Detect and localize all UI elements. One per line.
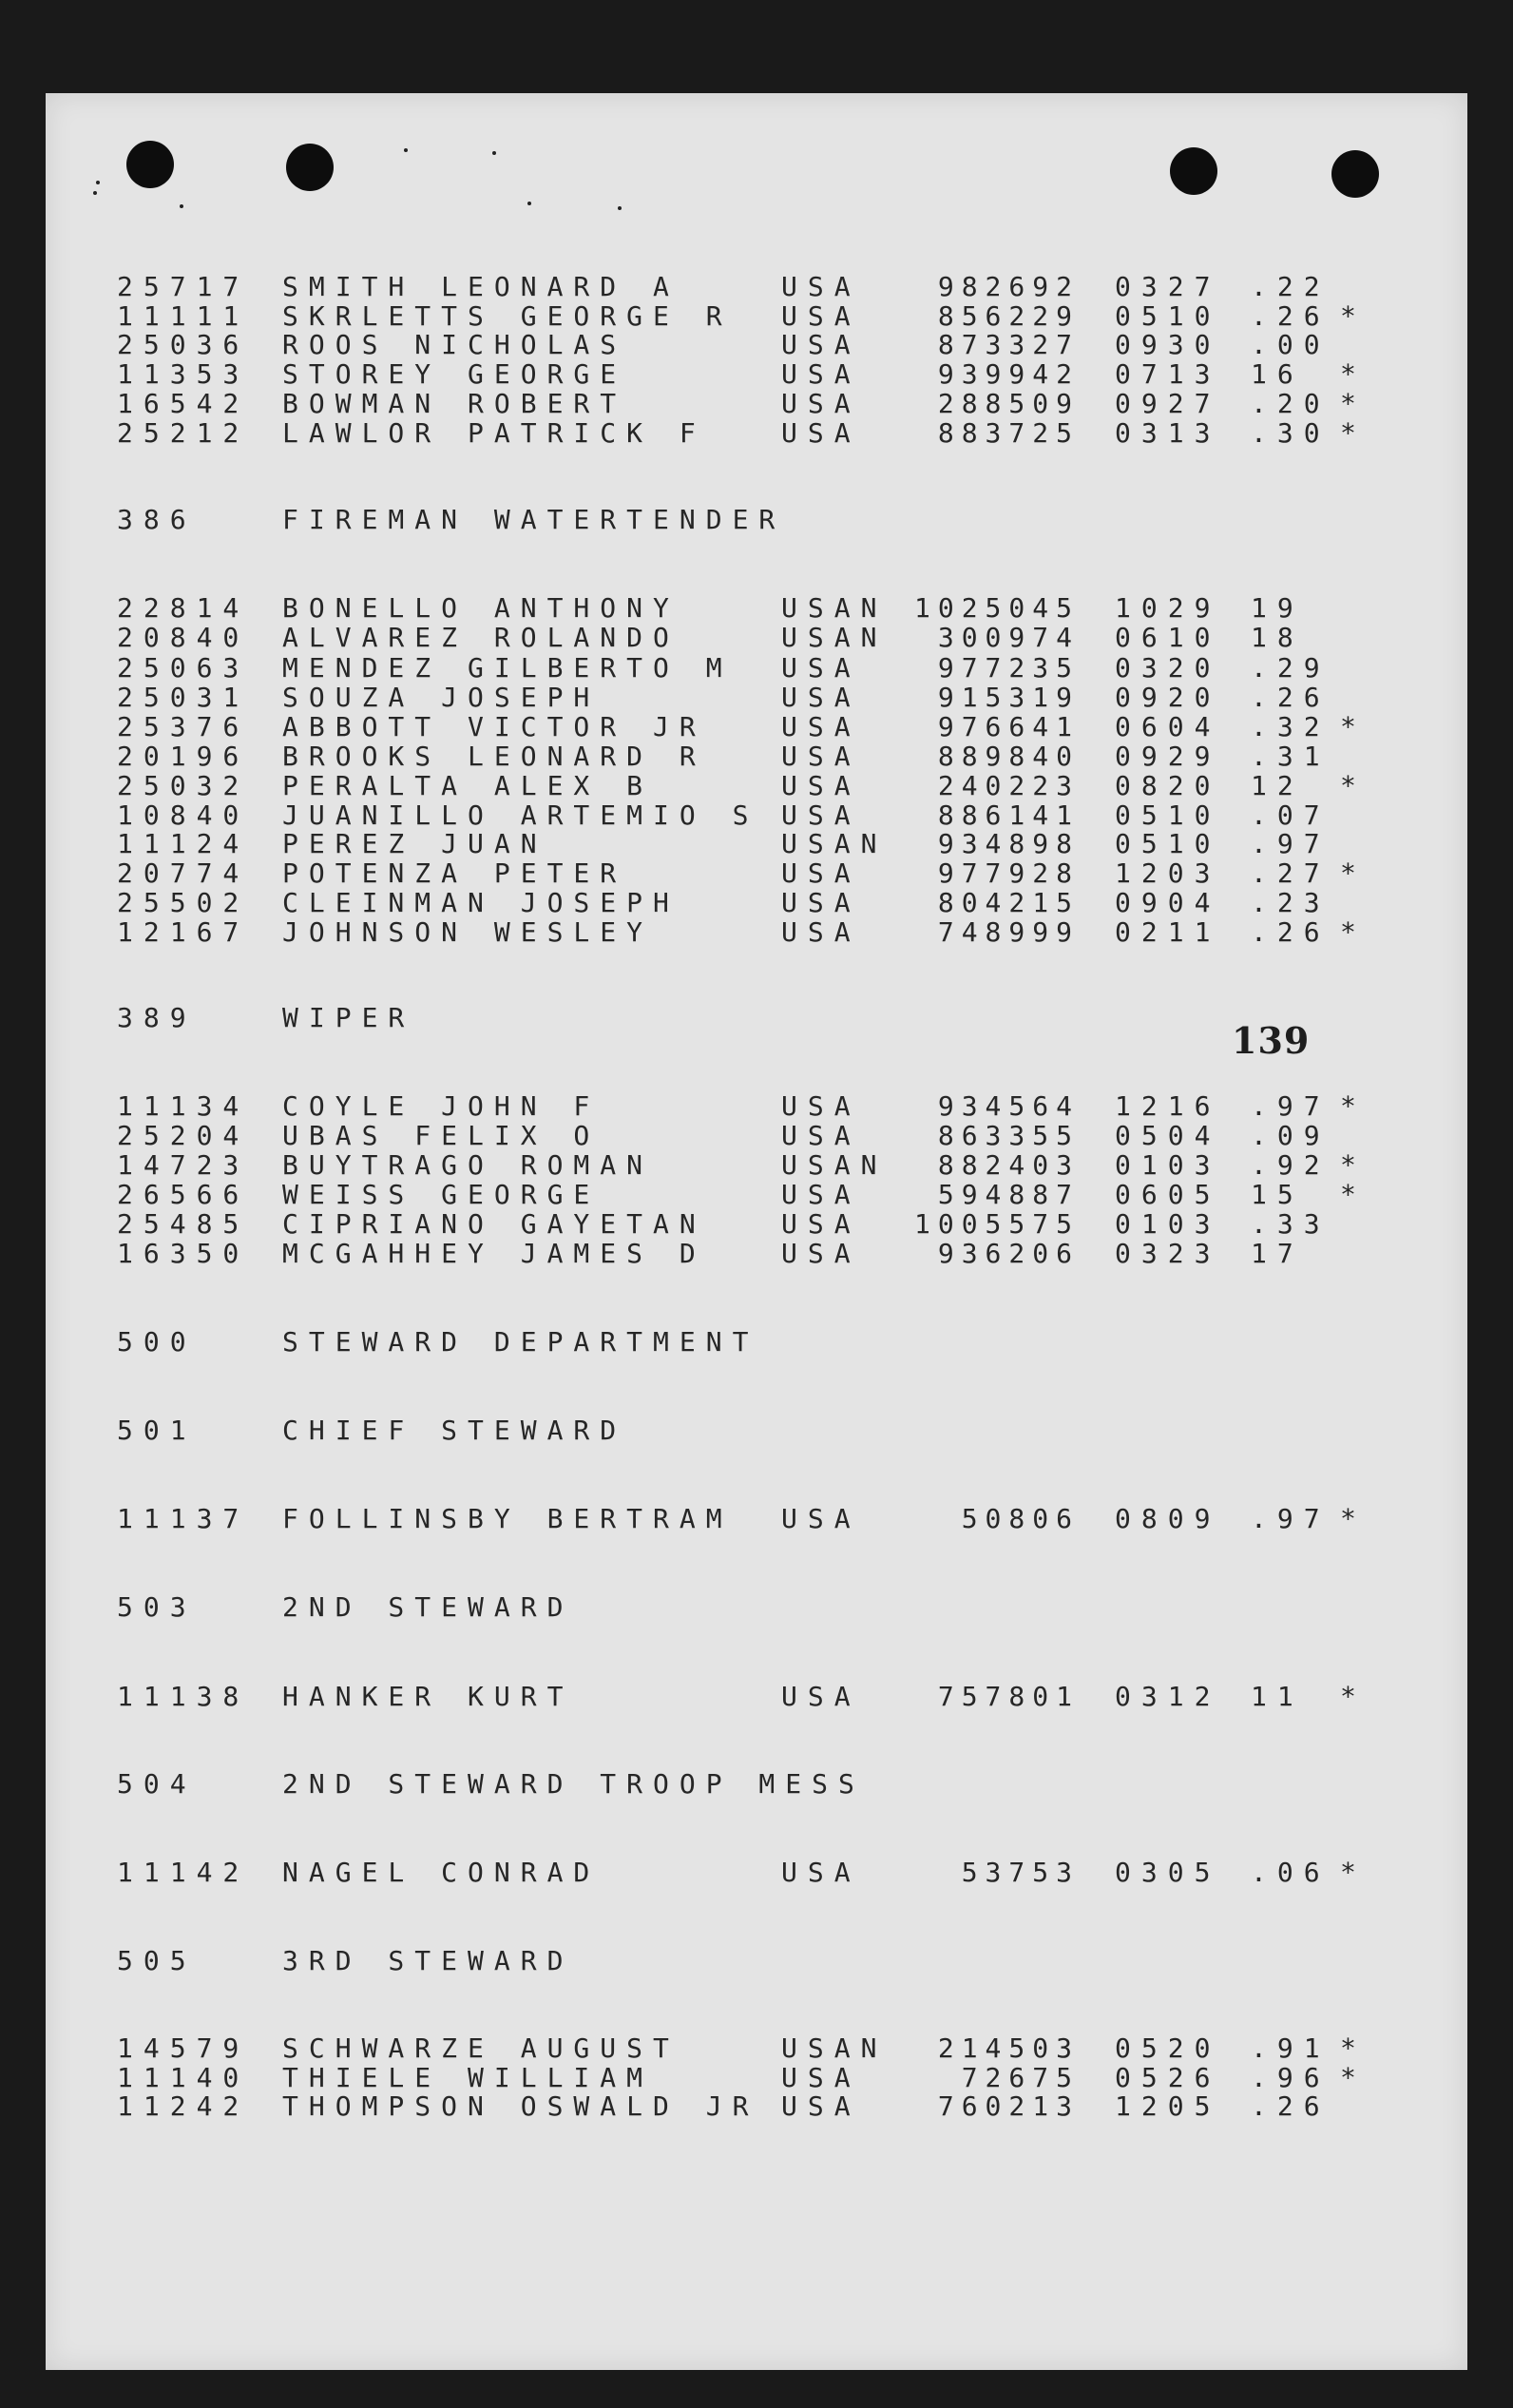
crew-code: 0604 bbox=[1115, 711, 1221, 742]
paper-speck bbox=[527, 202, 531, 205]
punch-hole bbox=[286, 144, 334, 191]
crew-id: 25032 bbox=[117, 770, 250, 801]
crew-nationality: USA bbox=[781, 770, 861, 801]
crew-name: HANKER KURT bbox=[282, 1681, 574, 1712]
crew-flag: * bbox=[1340, 417, 1367, 449]
crew-value: .29 bbox=[1251, 652, 1331, 684]
crew-number: 594887 bbox=[937, 1179, 1080, 1210]
crew-value: .07 bbox=[1251, 799, 1331, 831]
crew-value: 18 bbox=[1251, 622, 1304, 653]
crew-row bbox=[0, 300, 1513, 332]
crew-row bbox=[0, 682, 1513, 713]
crew-nationality: USA bbox=[781, 329, 861, 360]
crew-id: 11111 bbox=[117, 300, 250, 332]
crew-value: .09 bbox=[1251, 1120, 1331, 1151]
crew-row bbox=[0, 2032, 1513, 2064]
crew-id: 25485 bbox=[117, 1208, 250, 1240]
crew-id: 16542 bbox=[117, 388, 250, 419]
crew-id: 25036 bbox=[117, 329, 250, 360]
crew-code: 0610 bbox=[1115, 622, 1221, 653]
crew-name: COYLE JOHN F bbox=[282, 1090, 601, 1122]
crew-nationality: USA bbox=[781, 887, 861, 918]
crew-nationality: USA bbox=[781, 799, 861, 831]
crew-code: 0211 bbox=[1115, 916, 1221, 948]
crew-name: NAGEL CONRAD bbox=[282, 1857, 601, 1888]
crew-nationality: USA bbox=[781, 857, 861, 889]
crew-name: FOLLINSBY BERTRAM bbox=[282, 1503, 733, 1534]
section-header bbox=[0, 1945, 1513, 1974]
crew-id: 11137 bbox=[117, 1503, 250, 1534]
section-code: 505 bbox=[117, 1945, 197, 1976]
crew-row bbox=[0, 711, 1513, 740]
section-code: 500 bbox=[117, 1326, 197, 1358]
crew-nationality: USA bbox=[781, 1681, 861, 1712]
crew-code: 0103 bbox=[1115, 1208, 1221, 1240]
crew-number: 300974 bbox=[937, 622, 1080, 653]
crew-value: .92 bbox=[1251, 1149, 1331, 1181]
crew-id: 10840 bbox=[117, 799, 250, 831]
crew-id: 20774 bbox=[117, 857, 250, 889]
crew-value: .97 bbox=[1251, 828, 1331, 859]
crew-value: .26 bbox=[1251, 682, 1331, 713]
crew-nationality: USAN bbox=[781, 1149, 888, 1181]
crew-code: 0820 bbox=[1115, 770, 1221, 801]
crew-flag: * bbox=[1340, 2062, 1367, 2093]
crew-id: 11134 bbox=[117, 1090, 250, 1122]
crew-code: 0510 bbox=[1115, 300, 1221, 332]
crew-nationality: USA bbox=[781, 1090, 861, 1122]
crew-nationality: USA bbox=[781, 388, 861, 419]
crew-number: 804215 bbox=[937, 887, 1080, 918]
crew-id: 11138 bbox=[117, 1681, 250, 1712]
crew-nationality: USA bbox=[781, 1857, 861, 1888]
crew-name: STOREY GEORGE bbox=[282, 358, 627, 390]
crew-id: 11124 bbox=[117, 828, 250, 859]
crew-row bbox=[0, 592, 1513, 624]
crew-number: 889840 bbox=[937, 741, 1080, 772]
crew-value: 17 bbox=[1251, 1238, 1304, 1269]
crew-nationality: USA bbox=[781, 300, 861, 332]
crew-row bbox=[0, 1090, 1513, 1122]
crew-name: BOWMAN ROBERT bbox=[282, 388, 627, 419]
section-title: 2ND STEWARD bbox=[282, 1591, 574, 1623]
crew-number: 240223 bbox=[937, 770, 1080, 801]
crew-name: MENDEZ GILBERTO M bbox=[282, 652, 733, 684]
crew-row bbox=[0, 916, 1513, 948]
punch-hole bbox=[1331, 150, 1379, 198]
crew-value: .20 bbox=[1251, 388, 1331, 419]
crew-number: 50806 bbox=[961, 1503, 1080, 1534]
crew-value: .00 bbox=[1251, 329, 1331, 360]
crew-number: 757801 bbox=[937, 1681, 1080, 1712]
crew-row bbox=[0, 828, 1513, 857]
crew-value: .32 bbox=[1251, 711, 1331, 742]
crew-id: 26566 bbox=[117, 1179, 250, 1210]
crew-nationality: USA bbox=[781, 916, 861, 948]
crew-number: 882403 bbox=[937, 1149, 1080, 1181]
crew-name: THOMPSON OSWALD JR bbox=[282, 2090, 759, 2122]
crew-nationality: USA bbox=[781, 652, 861, 684]
crew-number: 886141 bbox=[937, 799, 1080, 831]
crew-number: 915319 bbox=[937, 682, 1080, 713]
crew-code: 0526 bbox=[1115, 2062, 1221, 2093]
crew-number: 939942 bbox=[937, 358, 1080, 390]
crew-code: 1203 bbox=[1115, 857, 1221, 889]
crew-nationality: USA bbox=[781, 358, 861, 390]
crew-code: 0930 bbox=[1115, 329, 1221, 360]
crew-id: 22814 bbox=[117, 592, 250, 624]
section-title: CHIEF STEWARD bbox=[282, 1415, 627, 1446]
crew-number: 934564 bbox=[937, 1090, 1080, 1122]
crew-flag: * bbox=[1340, 358, 1367, 390]
crew-row bbox=[0, 2062, 1513, 2093]
section-code: 501 bbox=[117, 1415, 197, 1446]
paper-speck bbox=[180, 204, 183, 208]
crew-row bbox=[0, 358, 1513, 390]
crew-code: 0713 bbox=[1115, 358, 1221, 390]
crew-value: 11 bbox=[1251, 1681, 1304, 1712]
crew-name: CLEINMAN JOSEPH bbox=[282, 887, 680, 918]
paper-speck bbox=[618, 206, 622, 210]
crew-name: BUYTRAGO ROMAN bbox=[282, 1149, 654, 1181]
crew-number: 934898 bbox=[937, 828, 1080, 859]
section-code: 389 bbox=[117, 1002, 197, 1033]
crew-number: 1025045 bbox=[913, 592, 1080, 624]
crew-code: 1216 bbox=[1115, 1090, 1221, 1122]
crew-flag: * bbox=[1340, 916, 1367, 948]
crew-value: .26 bbox=[1251, 300, 1331, 332]
crew-value: .26 bbox=[1251, 2090, 1331, 2122]
crew-number: 976641 bbox=[937, 711, 1080, 742]
crew-id: 14723 bbox=[117, 1149, 250, 1181]
crew-row bbox=[0, 1120, 1513, 1151]
crew-row bbox=[0, 388, 1513, 419]
section-title: 2ND STEWARD TROOP MESS bbox=[282, 1768, 865, 1800]
crew-id: 25212 bbox=[117, 417, 250, 449]
crew-code: 0327 bbox=[1115, 271, 1221, 302]
crew-row bbox=[0, 329, 1513, 360]
crew-value: .96 bbox=[1251, 2062, 1331, 2093]
crew-nationality: USAN bbox=[781, 828, 888, 859]
crew-name: THIELE WILLIAM bbox=[282, 2062, 654, 2093]
crew-flag: * bbox=[1340, 1857, 1367, 1888]
crew-value: .97 bbox=[1251, 1090, 1331, 1122]
crew-value: 12 bbox=[1251, 770, 1304, 801]
section-header bbox=[0, 1591, 1513, 1623]
crew-name: JOHNSON WESLEY bbox=[282, 916, 654, 948]
crew-nationality: USA bbox=[781, 417, 861, 449]
crew-nationality: USA bbox=[781, 1179, 861, 1210]
page-number: 139 bbox=[1232, 1019, 1311, 1062]
crew-nationality: USA bbox=[781, 741, 861, 772]
crew-id: 25063 bbox=[117, 652, 250, 684]
crew-id: 11142 bbox=[117, 1857, 250, 1888]
crew-id: 25204 bbox=[117, 1120, 250, 1151]
section-code: 504 bbox=[117, 1768, 197, 1800]
paper-speck bbox=[96, 181, 100, 184]
crew-nationality: USA bbox=[781, 1120, 861, 1151]
crew-code: 0809 bbox=[1115, 1503, 1221, 1534]
section-title: STEWARD DEPARTMENT bbox=[282, 1326, 759, 1358]
crew-value: .26 bbox=[1251, 916, 1331, 948]
crew-number: 883725 bbox=[937, 417, 1080, 449]
section-header bbox=[0, 504, 1513, 535]
crew-nationality: USA bbox=[781, 682, 861, 713]
crew-id: 16350 bbox=[117, 1238, 250, 1269]
crew-name: SMITH LEONARD A bbox=[282, 271, 680, 302]
crew-row bbox=[0, 2090, 1513, 2122]
section-title: WIPER bbox=[282, 1002, 415, 1033]
section-title: FIREMAN WATERTENDER bbox=[282, 504, 786, 535]
crew-value: .97 bbox=[1251, 1503, 1331, 1534]
crew-value: .31 bbox=[1251, 741, 1331, 772]
crew-id: 20840 bbox=[117, 622, 250, 653]
crew-row bbox=[0, 770, 1513, 799]
crew-nationality: USA bbox=[781, 1238, 861, 1269]
crew-nationality: USAN bbox=[781, 622, 888, 653]
crew-number: 288509 bbox=[937, 388, 1080, 419]
crew-row bbox=[0, 857, 1513, 889]
crew-number: 214503 bbox=[937, 2032, 1080, 2064]
crew-id: 14579 bbox=[117, 2032, 250, 2064]
crew-row bbox=[0, 1681, 1513, 1712]
crew-id: 11242 bbox=[117, 2090, 250, 2122]
crew-row bbox=[0, 1208, 1513, 1240]
crew-number: 856229 bbox=[937, 300, 1080, 332]
crew-value: 16 bbox=[1251, 358, 1304, 390]
crew-flag: * bbox=[1340, 857, 1367, 889]
crew-nationality: USA bbox=[781, 1503, 861, 1534]
crew-code: 0305 bbox=[1115, 1857, 1221, 1888]
crew-number: 760213 bbox=[937, 2090, 1080, 2122]
crew-code: 0320 bbox=[1115, 652, 1221, 684]
crew-name: SKRLETTS GEORGE R bbox=[282, 300, 733, 332]
crew-number: 982692 bbox=[937, 271, 1080, 302]
crew-row bbox=[0, 271, 1513, 302]
crew-flag: * bbox=[1340, 1090, 1367, 1122]
crew-id: 20196 bbox=[117, 741, 250, 772]
crew-number: 53753 bbox=[961, 1857, 1080, 1888]
crew-name: PEREZ JUAN bbox=[282, 828, 547, 859]
crew-code: 0605 bbox=[1115, 1179, 1221, 1210]
crew-flag: * bbox=[1340, 1149, 1367, 1181]
crew-nationality: USA bbox=[781, 2062, 861, 2093]
crew-code: 0504 bbox=[1115, 1120, 1221, 1151]
crew-code: 1205 bbox=[1115, 2090, 1221, 2122]
crew-code: 0510 bbox=[1115, 799, 1221, 831]
crew-number: 977235 bbox=[937, 652, 1080, 684]
section-code: 503 bbox=[117, 1591, 197, 1623]
crew-name: JUANILLO ARTEMIO S bbox=[282, 799, 759, 831]
paper-speck bbox=[492, 151, 496, 155]
crew-name: ALVAREZ ROLANDO bbox=[282, 622, 680, 653]
crew-id: 25376 bbox=[117, 711, 250, 742]
crew-number: 72675 bbox=[961, 2062, 1080, 2093]
punch-hole bbox=[126, 141, 174, 188]
crew-id: 25717 bbox=[117, 271, 250, 302]
crew-id: 12167 bbox=[117, 916, 250, 948]
crew-row bbox=[0, 1503, 1513, 1534]
crew-code: 0510 bbox=[1115, 828, 1221, 859]
section-header bbox=[0, 1326, 1513, 1358]
section-title: 3RD STEWARD bbox=[282, 1945, 574, 1976]
crew-name: WEISS GEORGE bbox=[282, 1179, 601, 1210]
crew-flag: * bbox=[1340, 388, 1367, 419]
crew-id: 25502 bbox=[117, 887, 250, 918]
crew-nationality: USAN bbox=[781, 592, 888, 624]
crew-flag: * bbox=[1340, 711, 1367, 742]
crew-value: .27 bbox=[1251, 857, 1331, 889]
crew-name: CIPRIANO GAYETAN bbox=[282, 1208, 706, 1240]
crew-row bbox=[0, 1179, 1513, 1210]
crew-name: LAWLOR PATRICK F bbox=[282, 417, 706, 449]
crew-number: 936206 bbox=[937, 1238, 1080, 1269]
crew-name: ABBOTT VICTOR JR bbox=[282, 711, 706, 742]
crew-row bbox=[0, 622, 1513, 653]
crew-number: 863355 bbox=[937, 1120, 1080, 1151]
crew-name: UBAS FELIX O bbox=[282, 1120, 601, 1151]
crew-id: 11140 bbox=[117, 2062, 250, 2093]
crew-code: 0929 bbox=[1115, 741, 1221, 772]
crew-number: 977928 bbox=[937, 857, 1080, 889]
crew-row bbox=[0, 1857, 1513, 1888]
crew-code: 0312 bbox=[1115, 1681, 1221, 1712]
paper-speck bbox=[93, 191, 97, 195]
crew-row bbox=[0, 1238, 1513, 1269]
crew-row bbox=[0, 799, 1513, 831]
crew-code: 0520 bbox=[1115, 2032, 1221, 2064]
crew-flag: * bbox=[1340, 1503, 1367, 1534]
crew-id: 25031 bbox=[117, 682, 250, 713]
crew-value: .22 bbox=[1251, 271, 1331, 302]
crew-row bbox=[0, 1149, 1513, 1181]
crew-number: 748999 bbox=[937, 916, 1080, 948]
crew-name: ROOS NICHOLAS bbox=[282, 329, 627, 360]
crew-code: 0103 bbox=[1115, 1149, 1221, 1181]
crew-row bbox=[0, 417, 1513, 449]
crew-value: .30 bbox=[1251, 417, 1331, 449]
crew-value: .23 bbox=[1251, 887, 1331, 918]
crew-name: POTENZA PETER bbox=[282, 857, 627, 889]
crew-name: PERALTA ALEX B bbox=[282, 770, 654, 801]
crew-flag: * bbox=[1340, 1179, 1367, 1210]
crew-name: SCHWARZE AUGUST bbox=[282, 2032, 680, 2064]
crew-value: 15 bbox=[1251, 1179, 1304, 1210]
crew-nationality: USA bbox=[781, 1208, 861, 1240]
crew-row bbox=[0, 741, 1513, 772]
crew-code: 1029 bbox=[1115, 592, 1221, 624]
crew-code: 0323 bbox=[1115, 1238, 1221, 1269]
crew-nationality: USA bbox=[781, 711, 861, 742]
crew-name: SOUZA JOSEPH bbox=[282, 682, 601, 713]
section-header bbox=[0, 1768, 1513, 1800]
crew-nationality: USA bbox=[781, 271, 861, 302]
crew-row bbox=[0, 887, 1513, 918]
punch-hole bbox=[1170, 147, 1217, 195]
crew-name: BROOKS LEONARD R bbox=[282, 741, 706, 772]
section-code: 386 bbox=[117, 504, 197, 535]
crew-code: 0313 bbox=[1115, 417, 1221, 449]
crew-flag: * bbox=[1340, 2032, 1367, 2064]
crew-code: 0904 bbox=[1115, 887, 1221, 918]
crew-name: BONELLO ANTHONY bbox=[282, 592, 680, 624]
crew-value: .33 bbox=[1251, 1208, 1331, 1240]
section-header bbox=[0, 1415, 1513, 1446]
crew-nationality: USAN bbox=[781, 2032, 888, 2064]
crew-row bbox=[0, 652, 1513, 684]
crew-id: 11353 bbox=[117, 358, 250, 390]
crew-flag: * bbox=[1340, 1681, 1367, 1712]
crew-nationality: USA bbox=[781, 2090, 861, 2122]
paper-speck bbox=[404, 148, 408, 152]
crew-code: 0927 bbox=[1115, 388, 1221, 419]
crew-name: MCGAHHEY JAMES D bbox=[282, 1238, 706, 1269]
crew-value: 19 bbox=[1251, 592, 1304, 624]
crew-flag: * bbox=[1340, 300, 1367, 332]
crew-value: .91 bbox=[1251, 2032, 1331, 2064]
crew-code: 0920 bbox=[1115, 682, 1221, 713]
crew-number: 873327 bbox=[937, 329, 1080, 360]
crew-number: 1005575 bbox=[913, 1208, 1080, 1240]
crew-value: .06 bbox=[1251, 1857, 1331, 1888]
crew-flag: * bbox=[1340, 770, 1367, 801]
